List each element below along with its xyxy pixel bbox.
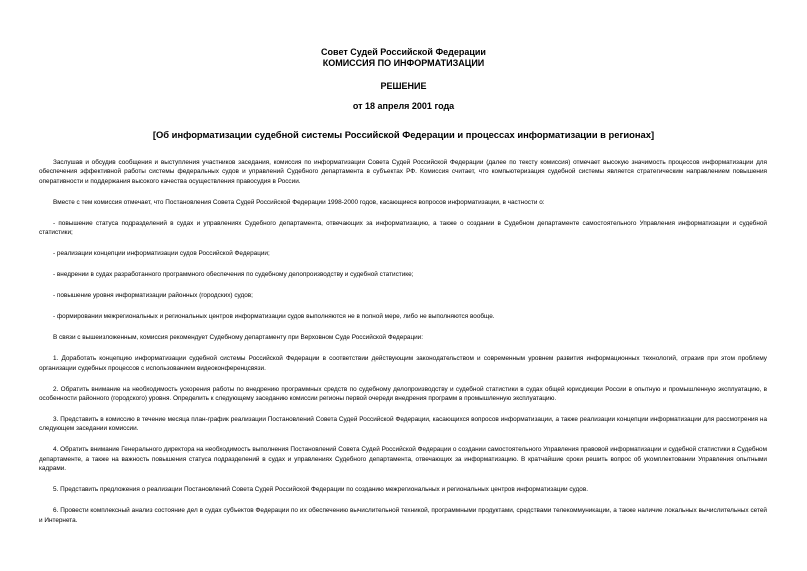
paragraph: Вместе с тем комиссия отмечает, что Постановления Совета Судей Российской Федерации 1998-2000 годов, касающиеся вопросов информатизации, в частности о: (53, 198, 545, 206)
list-item: - внедрении в судах разработанного программного обеспечения по судебному делопроизводству и судебной статистике; (53, 271, 414, 279)
organization-name: Совет Судей Российской Федерации (321, 47, 486, 57)
paragraph: Заслушав и обсудив сообщения и выступления участников заседания, комиссия по информатизации Совета Судей Российской Федерации (далее по тексту комиссия) отмечает высокую значимость процессов информатизации для обеспечения эффективной работы системы федеральных судов и управлений Судебного департамента в субъектах РФ. Комиссия считает, что компьютеризация судебной системы является стратегическим направлением повышения оперативности и поддержания высокого качества осуществления правосудия в России. (39, 159, 767, 185)
paragraph: В связи с вышеизложенным, комиссия рекомендует Судебному департаменту при Верховном Суде Российской Федерации: (53, 334, 424, 342)
list-item: - повышение статуса подразделений в судах и управлениях Судебного департамента, отвечающих за информатизацию, а также о создании в Судебном департаменте самостоятельного Управления информатизации и судебной статистики; (39, 219, 767, 237)
recommendation-item: 4. Обратить внимание Генерального директора на необходимость выполнения Постановлений Совета Судей Российской Федерации о создании самостоятельного Управления правовой информатизации и судебной статистики в Судебном департаменте, а также на важность повышения статуса подразделений в судах и управлениях Судебного департамента, отвечающих за информатизацию. В кратчайшие сроки решить вопрос об укомплектовании Управления опытными кадрами. (39, 446, 767, 473)
document-body (39, 158, 767, 525)
recommendation-item: 6. Провести комплексный анализ состояние дел в судах субъектов Федерации по их обеспечению вычислительной техникой, программными продуктами, средствами телекоммуникации, а также наличие локальных вычислительных сетей и Интернета. (39, 507, 767, 524)
commission-name: КОМИССИЯ ПО ИНФОРМАТИЗАЦИИ (322, 58, 485, 68)
list-item: - реализации концепции информатизации судов Российской Федерации; (53, 250, 270, 258)
document-title: [Об информатизации судебной системы Российской Федерации и процессах информатизации в регионах] (152, 129, 655, 140)
recommendation-item: 2. Обратить внимание на необходимость ускорения работы по внедрению программных средств по судебному делопроизводству и судебной статистики в судах общей юрисдикции России в опытную и промышленную эксплуатацию, в особенности районного (городского) уровня. Определить к следующему заседанию комиссии регионы первой очереди внедрения программ в промышленную эксплуатацию. (39, 385, 767, 403)
list-item: - формировании межрегиональных и региональных центров информатизации судов выполняются не в полной мере, либо не выполняются вообще. (53, 313, 495, 321)
list-item: - повышение уровня информатизации районных (городских) судов; (53, 292, 253, 300)
document-type: РЕШЕНИЕ (380, 81, 427, 91)
recommendation-item: 1. Доработать концепцию информатизации судебной системы Российской Федерации в соответствии действующим законодательством и современным уровнем развития информационных технологий, отразив при этом проблему организации судебных процессов с использованием видеоконференцсвязи. (39, 355, 767, 372)
recommendation-item: 3. Представить в комиссию в течение месяца план-график реализации Постановлений Совета Судей Российской Федерации, касающихся вопросов информатизации, а также реализации концепции информатизации для рассмотрения на следующем заседании комиссии. (39, 416, 767, 433)
recommendation-item: 5. Представить предложения о реализации Постановлений Совета Судей Российской Федерации по созданию межрегиональных и региональных центров информатизации судов. (53, 486, 588, 494)
document-date: от 18 апреля 2001 года (352, 101, 455, 111)
